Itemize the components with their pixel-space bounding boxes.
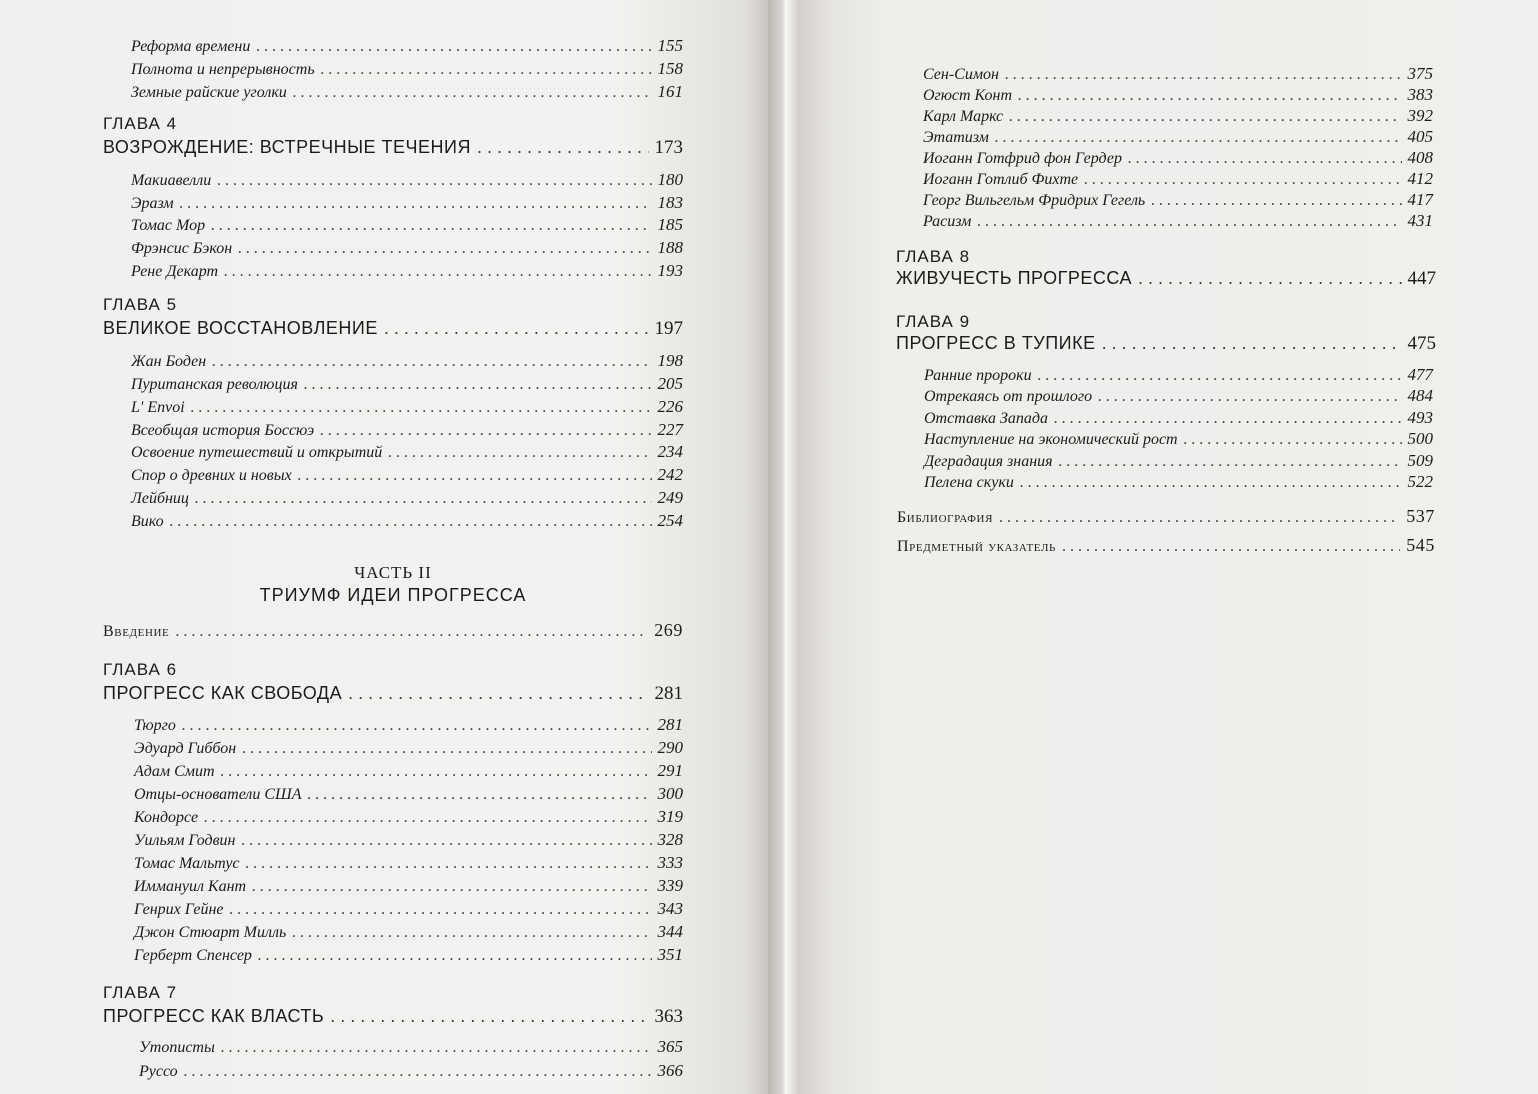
toc-entry[interactable]: Эдуард Гиббон . . . 290	[134, 738, 683, 758]
toc-entry[interactable]: Иммануил Кант . . . 339	[134, 876, 683, 896]
toc-entry[interactable]: Генрих Гейне . . . 343	[134, 899, 683, 919]
toc-entry[interactable]: Отрекаясь от прошлого . . . 484	[924, 386, 1433, 406]
toc-entry[interactable]: Фрэнсис Бэкон . . . 188	[131, 238, 683, 258]
toc-entry[interactable]: Томас Мальтус . . . 333	[134, 853, 683, 873]
toc-entry[interactable]: Огюст Конт . . . 383	[923, 85, 1433, 105]
toc-entry-index[interactable]: Предметный указатель . . . 545	[897, 535, 1435, 556]
book-gutter	[768, 0, 800, 1094]
toc-entry[interactable]: Расизм . . . 431	[923, 211, 1433, 231]
toc-entry[interactable]: Рене Декарт . . . 193	[131, 261, 683, 281]
chapter-title[interactable]: ЖИВУЧЕСТЬ ПРОГРЕССА . . . 447	[896, 268, 1436, 290]
toc-entry[interactable]: Реформа времени . . . 155	[131, 36, 683, 56]
toc-entry[interactable]: Эразм . . . 183	[131, 193, 683, 213]
toc-entry[interactable]: Лейбниц . . . 249	[131, 488, 683, 508]
toc-entry-bibliography[interactable]: Библиография . . . 537	[897, 506, 1435, 527]
toc-entry[interactable]: Уильям Годвин . . . 328	[134, 830, 683, 850]
chapter-label: ГЛАВА 7	[103, 983, 178, 1002]
toc-entry[interactable]: Вико . . . 254	[131, 511, 683, 531]
toc-entry[interactable]: Этатизм . . . 405	[923, 127, 1433, 147]
right-page	[800, 0, 1538, 1094]
toc-entry[interactable]: Полнота и непрерывность . . . 158	[131, 59, 683, 79]
toc-entry[interactable]: Герберт Спенсер . . . 351	[134, 945, 683, 965]
chapter-title[interactable]: ВОЗРОЖДЕНИЕ: ВСТРЕЧНЫЕ ТЕЧЕНИЯ . . . 173	[103, 137, 683, 159]
chapter-label: ГЛАВА 9	[896, 312, 971, 331]
toc-entry[interactable]: Иоганн Готфрид фон Гердер . . . 408	[923, 148, 1433, 168]
toc-entry[interactable]: Макиавелли . . . 180	[131, 170, 683, 190]
toc-entry[interactable]: Ранние пророки . . . 477	[924, 365, 1433, 385]
chapter-title[interactable]: ПРОГРЕСС В ТУПИКЕ . . . 475	[896, 333, 1436, 355]
chapter-title[interactable]: ПРОГРЕСС КАК СВОБОДА . . . 281	[103, 683, 683, 705]
chapter-label: ГЛАВА 4	[103, 114, 178, 133]
toc-entry[interactable]: Адам Смит . . . 291	[134, 761, 683, 781]
toc-entry[interactable]: Спор о древних и новых . . . 242	[131, 465, 683, 485]
toc-entry[interactable]: Отцы-основатели США . . . 300	[134, 784, 683, 804]
toc-entry[interactable]: Отставка Запада . . . 493	[924, 408, 1433, 428]
toc-entry[interactable]: Пуританская революция . . . 205	[131, 374, 683, 394]
toc-entry[interactable]: Освоение путешествий и открытий . . . 234	[131, 442, 683, 462]
chapter-label: ГЛАВА 6	[103, 660, 178, 679]
toc-entry[interactable]: Карл Маркс . . . 392	[923, 106, 1433, 126]
chapter-label: ГЛАВА 5	[103, 295, 178, 314]
toc-entry[interactable]: Деградация знания . . . 509	[924, 451, 1433, 471]
toc-entry[interactable]: Всеобщая история Боссюэ . . . 227	[131, 420, 683, 440]
left-page	[0, 0, 768, 1094]
toc-entry[interactable]: Земные райские уголки . . . 161	[131, 82, 683, 102]
chapter-title[interactable]: ПРОГРЕСС КАК ВЛАСТЬ . . . 363	[103, 1006, 683, 1028]
toc-entry[interactable]: Тюрго . . . 281	[134, 715, 683, 735]
toc-entry[interactable]: Кондорсе . . . 319	[134, 807, 683, 827]
toc-entry[interactable]: L' Envoi . . . 226	[131, 397, 683, 417]
toc-entry[interactable]: Томас Мор . . . 185	[131, 215, 683, 235]
toc-entry[interactable]: Руссо . . . 366	[139, 1061, 683, 1081]
toc-entry[interactable]: Наступление на экономический рост . . . 500	[924, 429, 1433, 449]
toc-entry[interactable]: Утописты . . . 365	[139, 1037, 683, 1057]
chapter-label: ГЛАВА 8	[896, 247, 971, 266]
toc-entry[interactable]: Сен-Симон . . . 375	[923, 64, 1433, 84]
toc-entry[interactable]: Джон Стюарт Милль . . . 344	[134, 922, 683, 942]
toc-entry[interactable]: Георг Вильгельм Фридрих Гегель . . . 417	[923, 190, 1433, 210]
toc-entry[interactable]: Жан Боден . . . 198	[131, 351, 683, 371]
toc-entry[interactable]: Пелена скуки . . . 522	[924, 472, 1433, 492]
part-label: ЧАСТЬ II	[354, 563, 432, 582]
chapter-title[interactable]: ВЕЛИКОЕ ВОССТАНОВЛЕНИЕ . . . 197	[103, 318, 683, 340]
toc-entry-introduction[interactable]: Введение . . . 269	[103, 620, 683, 641]
part-title: ТРИУМФ ИДЕИ ПРОГРЕССА	[259, 585, 527, 605]
toc-entry[interactable]: Иоганн Готлиб Фихте . . . 412	[923, 169, 1433, 189]
